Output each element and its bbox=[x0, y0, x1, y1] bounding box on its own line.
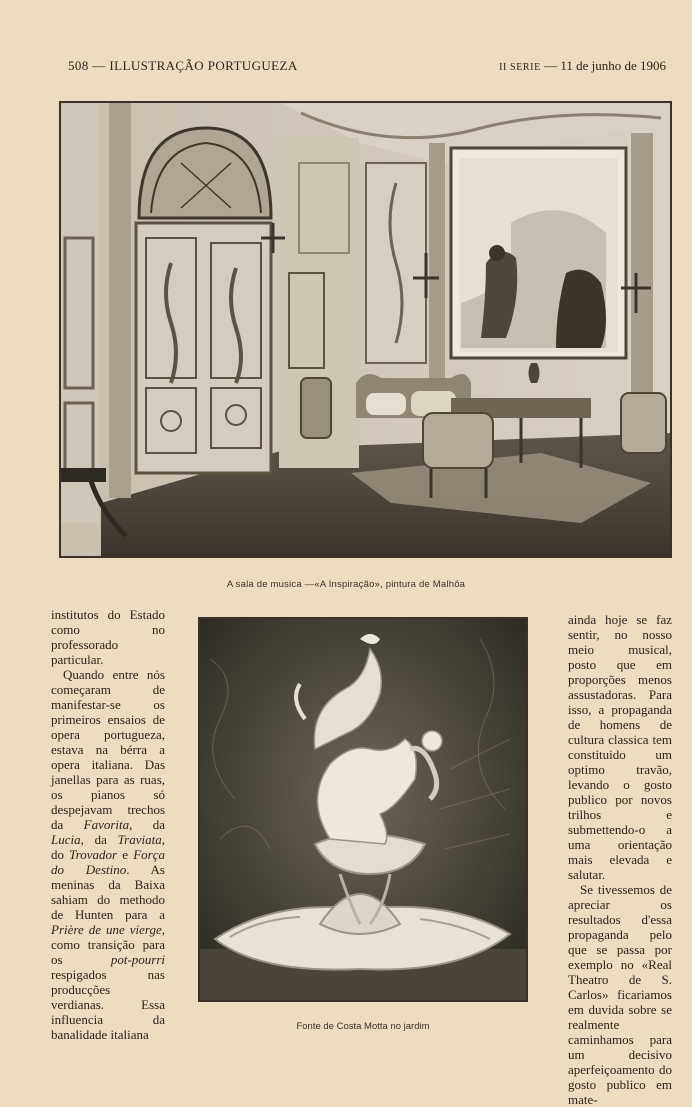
music-room-caption: A sala de musica —«A Inspiração», pintura de Malhôa bbox=[226, 579, 466, 590]
fountain-photo bbox=[198, 617, 528, 1002]
paragraph-1: institutos do Estado como no professorado particular. bbox=[51, 607, 165, 667]
paragraph-2: Quando entre nós começaram de manifestar-se os primeiros ensaios de opera portugueza, estava na bérra a opera italiana. Das janellas para as ruas, os pianos só despejavam trechos da Favorita, da Lucia, da Traviata, do Trovador e Força do Destino. As meninas da Baixa sahiam do methodo de Hunten para a Prière de une vierge, como transição para os pot-pourri respigados nas producções verdianas. Essa influencia da banalidade italiana bbox=[51, 667, 165, 1042]
piece-title: Prière de une vierge bbox=[51, 922, 162, 937]
article-left-column bbox=[51, 607, 165, 1042]
header-right: II SERIE — 11 de junho de 1906 bbox=[499, 58, 666, 73]
article-right-column bbox=[568, 612, 672, 1107]
music-room-photo bbox=[59, 101, 672, 558]
header-left: 508 — ILLUSTRAÇÃO PORTUGUEZA bbox=[68, 58, 298, 73]
genre-term: pot-pourri bbox=[110, 952, 165, 967]
publication-title: ILLUSTRAÇÃO PORTUGUEZA bbox=[109, 58, 298, 73]
opera-title: Força do Destino bbox=[51, 847, 165, 877]
opera-title: Trovador bbox=[69, 847, 118, 862]
page-header bbox=[68, 58, 666, 78]
opera-title: Favorita bbox=[83, 817, 130, 832]
series-label: II SERIE bbox=[499, 62, 541, 73]
paragraph-4: Se tivessemos de apreciar os resultados d'essa propaganda pelo que se passa por exemplo no «Real Theatro de S. Carlos» ficariamos em duvida sobre se realmente caminhamos para um decisivo aperfeiçoamento do gosto publico em mate- bbox=[568, 882, 672, 1107]
page-number: 508 bbox=[68, 58, 89, 73]
opera-title: Lucia bbox=[51, 832, 81, 847]
opera-title: Traviata bbox=[117, 832, 162, 847]
fountain-caption: Fonte de Costa Motta no jardim bbox=[296, 1021, 430, 1032]
issue-date: 11 de junho de 1906 bbox=[560, 58, 666, 73]
paragraph-3: ainda hoje se faz sentir, no nosso meio musical, posto que em proporções menos assustadoras. Para isso, a propaganda de homens de cultura classica tem constituido um optimo travão, levando o gosto publico por novos trilhos e submettendo-o a uma orientação mais elevada e salutar. bbox=[568, 612, 672, 882]
